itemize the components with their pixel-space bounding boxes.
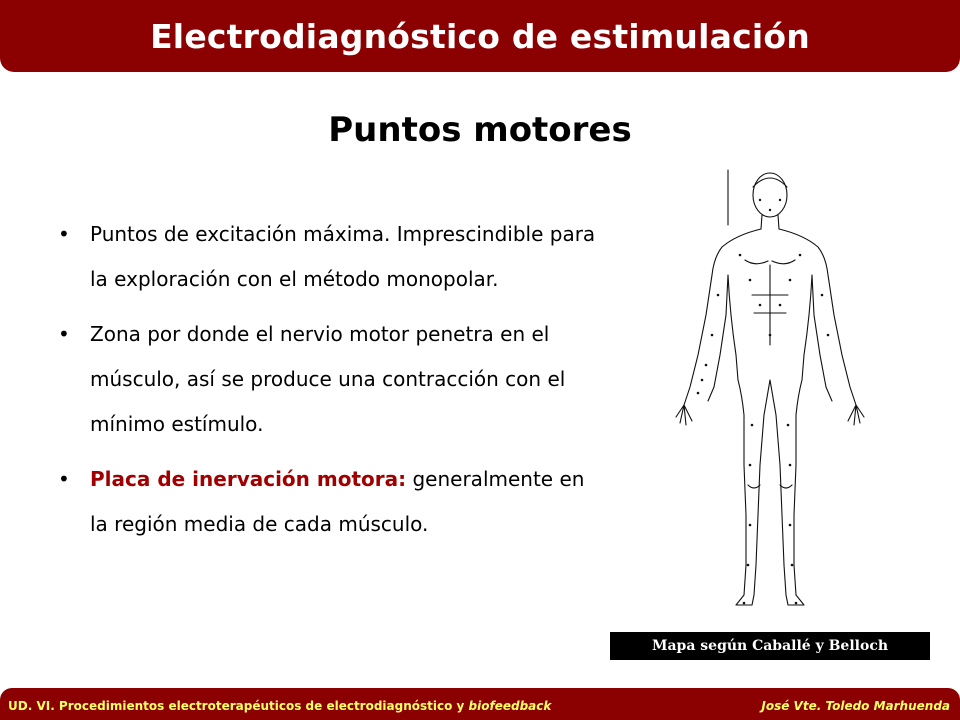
- footer-bar: [0, 688, 960, 720]
- slide-title: Electrodiagnóstico de estimulación: [150, 16, 810, 56]
- course-label-text: UD. VI. Procedimientos electroterapéuticos de electrodiagnóstico y: [8, 699, 469, 713]
- bullet-list: [58, 212, 603, 557]
- bullet-text: Puntos de excitación máxima. Imprescindible para la exploración con el método monopolar.: [90, 222, 596, 291]
- bullet-text: Zona por donde el nervio motor penetra en el músculo, así se produce una contracción con el mínimo estímulo.: [90, 322, 566, 436]
- author-label: José Vte. Toledo Marhuenda: [761, 699, 950, 713]
- bullet-highlight: Placa de inervación motora:: [90, 467, 407, 491]
- figure-caption: Mapa según Caballé y Belloch: [610, 632, 930, 660]
- course-label-italic: biofeedback: [468, 699, 552, 713]
- title-bar: [0, 0, 960, 72]
- bullet-dot-icon: •: [58, 467, 70, 491]
- bullet-text: generalmente en la región media de cada músculo.: [90, 467, 585, 536]
- body-diagram-icon: [640, 165, 920, 625]
- bullet-dot-icon: •: [58, 322, 70, 346]
- course-label: [8, 699, 551, 713]
- bullet-item: [58, 312, 603, 447]
- motor-points-figure: [640, 165, 920, 625]
- bullet-item: [58, 212, 603, 302]
- bullet-dot-icon: •: [58, 222, 70, 246]
- section-title: Puntos motores: [328, 110, 632, 150]
- bullet-item: [58, 457, 603, 547]
